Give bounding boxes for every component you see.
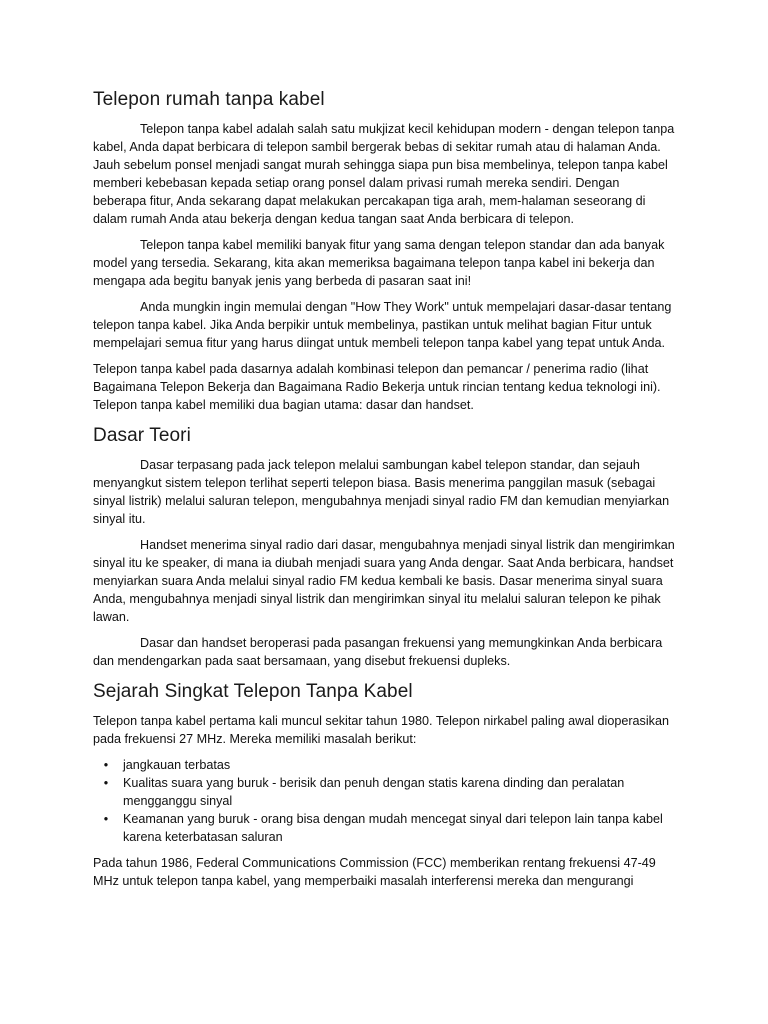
list-item-text: Kualitas suara yang buruk - berisik dan penuh dengan statis karena dinding dan peralatan mengganggu sinyal bbox=[123, 776, 625, 808]
section-heading-telepon-rumah: Telepon rumah tanpa kabel bbox=[93, 89, 325, 110]
paragraph: Telepon tanpa kabel pertama kali muncul sekitar tahun 1980. Telepon nirkabel paling awal dioperasikan pada frekuensi 27 MHz. Mereka memiliki masalah berikut: bbox=[93, 714, 669, 746]
problem-list bbox=[93, 756, 676, 846]
paragraph: Telepon tanpa kabel pada dasarnya adalah kombinasi telepon dan pemancar / penerima radio (lihat Bagaimana Telepon Bekerja dan Bagaimana Radio Bekerja untuk rincian tentang kedua teknologi ini). Telepon tanpa kabel memiliki dua bagian utama: dasar dan handset. bbox=[93, 362, 661, 412]
list-item-text: Keamanan yang buruk - orang bisa dengan mudah mencegat sinyal dari telepon lain tanpa kabel karena keterbatasan saluran bbox=[123, 812, 663, 844]
section-heading-sejarah: Sejarah Singkat Telepon Tanpa Kabel bbox=[93, 681, 413, 702]
list-item bbox=[103, 756, 676, 774]
paragraph: Anda mungkin ingin memulai dengan "How They Work" untuk mempelajari dasar-dasar tentang telepon tanpa kabel. Jika Anda berpikir untuk membelinya, pastikan untuk melihat bagian Fitur untuk mempelajari semua fitur yang harus diingat untuk membeli telepon tanpa kabel yang tepat untuk Anda. bbox=[93, 300, 672, 350]
paragraph: Dasar dan handset beroperasi pada pasangan frekuensi yang memungkinkan Anda berbicara dan mendengarkan pada saat bersamaan, yang disebut frekuensi dupleks. bbox=[93, 636, 663, 668]
paragraph: Telepon tanpa kabel memiliki banyak fitur yang sama dengan telepon standar dan ada banyak model yang tersedia. Sekarang, kita akan memeriksa bagaimana telepon tanpa kabel ini bekerja dan mengapa ada begitu banyak jenis yang berbeda di pasaran saat ini! bbox=[93, 238, 665, 288]
list-item bbox=[103, 810, 676, 846]
paragraph: Dasar terpasang pada jack telepon melalui sambungan kabel telepon standar, dan sejauh menyangkut sistem telepon terlihat seperti telepon biasa. Basis menerima panggilan masuk (sebagai sinyal listrik) melalui saluran telepon, mengubahnya menjadi sinyal radio FM dan kemudian menyiarkan sinyal itu. bbox=[93, 458, 670, 526]
bullet-icon: • bbox=[103, 758, 109, 772]
paragraph: Pada tahun 1986, Federal Communications Commission (FCC) memberikan rentang frekuensi 47-49 MHz untuk telepon tanpa kabel, yang memperbaiki masalah interferensi mereka dan mengurangi bbox=[93, 856, 656, 888]
section-heading-dasar-teori: Dasar Teori bbox=[93, 425, 191, 446]
bullet-icon: • bbox=[103, 812, 109, 826]
list-item bbox=[103, 774, 676, 810]
paragraph: Telepon tanpa kabel adalah salah satu mukjizat kecil kehidupan modern - dengan telepon tanpa kabel, Anda dapat berbicara di telepon sambil bergerak bebas di sekitar rumah atau di halaman Anda. Jauh sebelum ponsel menjadi sangat murah sehingga siapa pun bisa membelinya, telepon tanpa kabel memberi kebebasan kepada setiap orang ponsel dalam privasi rumah mereka sendiri. Dengan beberapa fitur, Anda sekarang dapat melakukan percakapan tiga arah, mem-halaman seseorang di dalam rumah Anda atau bekerja dengan kedua tangan saat Anda berbicara di telepon. bbox=[93, 122, 675, 226]
paragraph: Handset menerima sinyal radio dari dasar, mengubahnya menjadi sinyal listrik dan mengirimkan sinyal itu ke speaker, di mana ia diubah menjadi suara yang Anda dengar. Saat Anda berbicara, handset menyiarkan suara Anda melalui sinyal radio FM kedua kembali ke basis. Dasar menerima sinyal suara Anda, mengubahnya menjadi sinyal listrik dan mengirimkan sinyal itu melalui saluran telepon ke pihak lawan. bbox=[93, 538, 675, 624]
list-item-text: jangkauan terbatas bbox=[123, 758, 231, 772]
bullet-icon: • bbox=[103, 776, 109, 790]
